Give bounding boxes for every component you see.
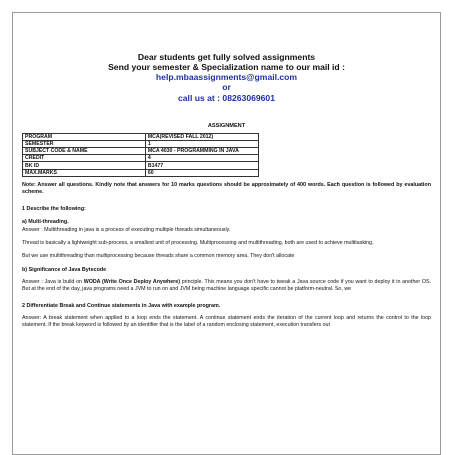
info-key: SEMESTER xyxy=(23,140,146,147)
info-value: 60 xyxy=(145,169,258,176)
q2-answer: Answer: A break statement when applied to a loop ends the statement. A continue statement ends the iteration of the current loop and returns the control to the loop statement. If the break keyword is followed by an identifier that is the label of a random enclosing statement, execution transfers out xyxy=(22,314,431,328)
q1b-answer-bold: WODA (Write Once Deploy Anywhere) xyxy=(83,278,180,285)
q1b-answer-pre: Answer : Java is build on xyxy=(22,278,84,285)
header-phone: call us at : 08263069601 xyxy=(178,92,275,103)
info-value: MCA 4030 - PROGRAMMING IN JAVA xyxy=(145,148,258,155)
table-row xyxy=(23,140,259,147)
info-key: SUBJECT CODE & NAME xyxy=(23,148,146,155)
info-key: CREDIT xyxy=(23,155,146,162)
question-2-heading: 2 Differentiate Break and Continue statements in Java with example program. xyxy=(22,302,221,309)
note-paragraph: Note: Answer all questions. Kindly note that answers for 10 marks questions should be approximately of 400 words. Each question is followed by evaluation scheme. xyxy=(22,181,431,195)
table-row xyxy=(23,169,259,176)
table-row xyxy=(23,133,259,140)
q1b-heading: b) Significance of Java Bytecode xyxy=(22,266,107,273)
info-key: BK ID xyxy=(23,162,146,169)
header-line-2: Send your semester & Specialization name to our mail id : xyxy=(108,62,345,73)
info-key: PROGRAM xyxy=(23,133,146,140)
table-row xyxy=(23,155,259,162)
q1a-answer-2: Thread is basically a lightweight sub-process, a smallest unit of processing. Multiprocessing and multithreading, both are used to achieve multitasking. xyxy=(22,239,374,246)
info-table xyxy=(22,133,259,177)
header-email: help.mbaassignments@gmail.com xyxy=(155,72,298,83)
table-row xyxy=(23,162,259,169)
assignment-title: ASSIGNMENT xyxy=(207,122,246,129)
q1b-answer-post: principle. This means you don't have to tweak a Java source code if you want to deploy it in another OS. But at the end of the day, java programs need a JVM to run on and JVM being machine language specific cannot be platform-neutral. So, we xyxy=(22,278,432,292)
info-value: 4 xyxy=(145,155,258,162)
q1b-answer xyxy=(22,279,431,293)
q1a-answer-1: Answer : Multithreading in java is a process of executing multiple threads simultaneously. xyxy=(22,226,231,233)
contact-header xyxy=(22,52,431,103)
question-1-heading: 1 Describe the following: xyxy=(22,205,86,212)
table-row xyxy=(23,148,259,155)
q1a-heading: a) Multi-threading. xyxy=(22,218,69,225)
info-value: B1477 xyxy=(145,162,258,169)
info-value: MCA(REVISED FALL 2012) xyxy=(145,133,258,140)
header-or: or xyxy=(222,82,231,93)
q1a-answer-3: But we use multithreading than multiprocessing because threads share a common memory area. They don't allocate xyxy=(22,252,295,259)
info-value: 1 xyxy=(145,140,258,147)
header-line-1: Dear students get fully solved assignments xyxy=(137,52,316,62)
info-key: MAX.MARKS xyxy=(23,169,146,176)
